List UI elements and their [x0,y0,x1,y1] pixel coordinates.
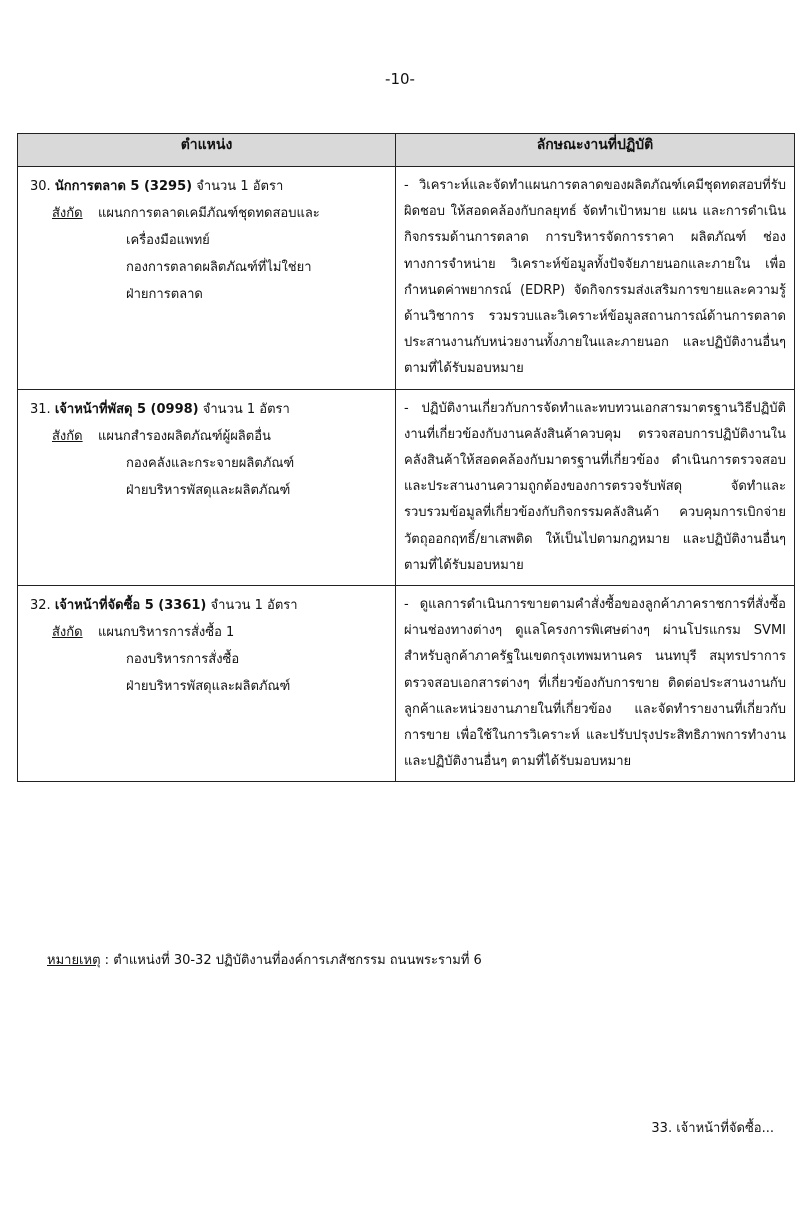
duties-cell: - ดูแลการดำเนินการขายตามคำสั่งซื้อของลูกค้าภาคราชการที่สั่งซื้อผ่านช่องทางต่างๆ ดูแลโครงการพิเศษต่างๆ ผ่านโปรแกรม SVMI สำหรับลูกค้าภาครัฐในเขตกรุงเทพมหานคร นนทบุรี สมุทรปราการ ตรวจสอบเอกสารต่างๆ ที่เกี่ยวข้องกับการขาย ติดต่อประสานงานกับลูกค้าและหน่วยงานภายในที่เกี่ยวข้อง และจัดทำรายงานที่เกี่ยวกับการขาย เพื่อใช้ในการวิเคราะห์ และปรับปรุงประสิทธิภาพการทำงาน และปฏิบัติงานอื่นๆ ตามที่ได้รับมอบหมาย [396,586,795,782]
table-row [18,389,795,585]
header-position: ตำแหน่ง [18,134,396,167]
header-duties: ลักษณะงานที่ปฏิบัติ [396,134,795,167]
position-count: จำนวน 1 อัตรา [210,598,298,614]
unit-label: สังกัด [52,206,83,221]
position-number: 32. [30,598,51,614]
unit-line: ฝ่ายบริหารพัสดุและผลิตภัณฑ์ [126,482,291,498]
unit-lines [98,619,290,700]
unit-line: ฝ่ายบริหารพัสดุและผลิตภัณฑ์ [126,679,291,695]
unit-block [30,423,387,504]
position-line [30,173,387,200]
unit-lines [98,423,294,504]
position-number: 30. [30,179,51,194]
duties-cell: - ปฏิบัติงานเกี่ยวกับการจัดทำและทบทวนเอกสารมาตรฐานวิธีปฏิบัติงานที่เกี่ยวข้องกับงานคลังสินค้าควบคุม ตรวจสอบการปฏิบัติงานในคลังสินค้าให้สอดคล้องกับมาตรฐานที่เกี่ยวข้อง ดำเนินการตรวจสอบและประสานงานความถูกต้องของการตรวจรับพัสดุ จัดทำและรวบรวมข้อมูลที่เกี่ยวข้องกับกิจกรรมคลังสินค้า ควบคุมการเบิกจ่ายวัตถุออกฤทธิ์/ยาเสพติด ให้เป็นไปตามกฎหมาย และปฏิบัติงานอื่นๆ ตามที่ได้รับมอบหมาย [396,389,795,585]
remark-text: ตำแหน่งที่ 30-32 ปฏิบัติงานที่องค์การเภสัชกรรม ถนนพระรามที่ 6 [113,953,482,968]
table-row [18,586,795,782]
position-title: เจ้าหน้าที่จัดซื้อ 5 (3361) [54,598,207,614]
position-number: 31. [30,401,51,417]
position-cell [18,586,396,782]
position-cell [18,167,396,390]
unit-line: แผนกสำรองผลิตภัณฑ์ผู้ผลิตอื่น [98,428,271,444]
duties-cell: - วิเคราะห์และจัดทำแผนการตลาดของผลิตภัณฑ์เคมีชุดทดสอบที่รับผิดชอบ ให้สอดคล้องกับกลยุทธ์ จัดทำเป้าหมาย แผน และการดำเนินกิจกรรมด้านการตลาด การบริหารจัดการราคา ผลิตภัณฑ์ ช่องทางการจำหน่าย วิเคราะห์ข้อมูลทั้งปัจจัยภายนอกและภายใน เพื่อกำหนดค่าพยากรณ์ (EDRP) จัดกิจกรรมส่งเสริมการขายและความรู้ด้านวิชาการ รวมรวบและวิเคราะห์ข้อมูลสถานการณ์ด้านการตลาด ประสานงานกับหน่วยงานทั้งภายในและภายนอก และปฏิบัติงานอื่นๆ ตามที่ได้รับมอบหมาย [396,167,795,390]
unit-lines [98,200,320,308]
unit-block [30,200,387,308]
position-title: เจ้าหน้าที่พัสดุ 5 (0998) [54,401,199,417]
unit-line: กองบริหารการสั่งซื้อ [126,652,240,668]
continued-note: 33. เจ้าหน้าที่จัดซื้อ... [651,1121,774,1136]
remark-note [47,949,482,970]
unit-line: กองการตลาดผลิตภัณฑ์ที่ไม่ใช่ยา [126,260,312,275]
unit-block [30,619,387,700]
unit-label: สังกัด [52,625,83,641]
position-count: จำนวน 1 อัตรา [202,401,290,417]
page-number: -10- [385,70,415,88]
position-line [30,396,387,423]
position-title: นักการตลาด 5 (3295) [54,179,193,194]
unit-line: แผนกการตลาดเคมีภัณฑ์ชุดทดสอบและ [98,206,320,221]
position-cell [18,389,396,585]
table-header-row [18,134,795,167]
unit-line: เครื่องมือแพทย์ [126,233,210,248]
position-line [30,592,387,619]
unit-label: สังกัด [52,428,83,444]
unit-line: กองคลังและกระจายผลิตภัณฑ์ [126,455,295,471]
positions-table [17,133,795,782]
position-count: จำนวน 1 อัตรา [196,179,284,194]
table-row [18,167,795,390]
unit-line: ฝ่ายการตลาด [126,287,203,302]
unit-line: แผนกบริหารการสั่งซื้อ 1 [98,625,235,641]
remark-label: หมายเหตุ [47,953,101,968]
remark-separator: : [104,953,110,968]
